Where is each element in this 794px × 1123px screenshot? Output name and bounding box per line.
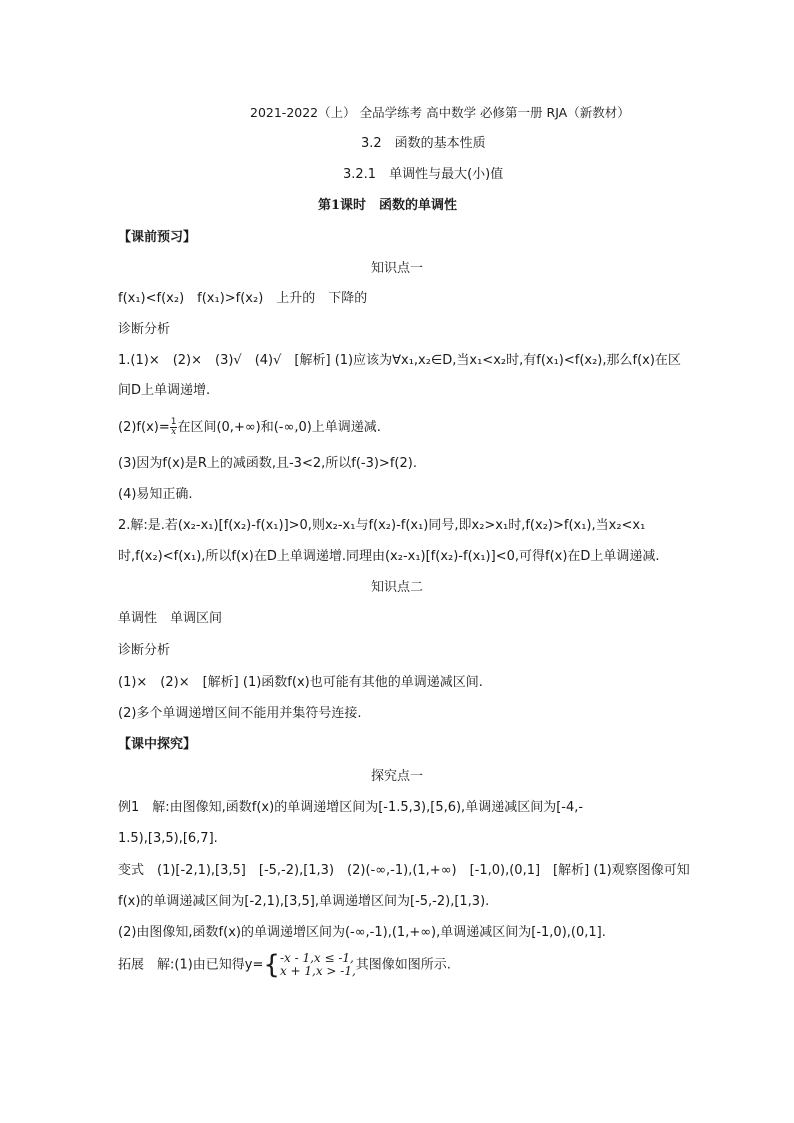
diagnosis-2-title: 诊断分析 — [118, 643, 171, 658]
left-brace: { — [263, 950, 280, 980]
variant-line-3: (2)由图像知,函数f(x)的单调递增区间为(-∞,-1),(1,+∞),单调递减区间为[-1,0),(0,1]. — [118, 925, 606, 940]
piecewise-case-2: x + 1,x > -1, — [279, 964, 356, 978]
piecewise-cases — [280, 952, 356, 978]
chapter-title: 3.2 函数的基本性质 — [361, 136, 486, 151]
variant-line-2: f(x)的单调递减区间为[-2,1),[3,5],单调递增区间为[-5,-2),[1,3). — [118, 894, 490, 909]
extension-line — [118, 952, 674, 978]
question-2-line-1: 2.解:是.若(x₂-x₁)[f(x₂)-f(x₁)]>0,则x₂-x₁与f(x₂)-f(x₁)同号,即x₂>x₁时,f(x₂)>f(x₁),当x₂<x₁ — [118, 518, 646, 533]
preview-heading: 【课前预习】 — [118, 230, 197, 245]
example-1-line-2: 1.5),[3,5),[6,7]. — [118, 831, 218, 846]
book-header: 2021-2022（上） 全品学练考 高中数学 必修第一册 RJA（新教材） — [250, 105, 630, 120]
knowledge-point-1-answer: f(x₁)<f(x₂) f(x₁)>f(x₂) 上升的 下降的 — [118, 291, 368, 306]
explore-point-1-title: 探究点一 — [370, 769, 423, 784]
question-1-line-1: 1.(1)× (2)× (3)√ (4)√ [解析] (1)应该为∀x₁,x₂∈D,当x₁<x₂时,有f(x₁)<f(x₂),那么f(x)在区 — [118, 353, 681, 368]
extension-prefix: 拓展 解:(1)由已知得y= — [118, 957, 264, 973]
diagnosis-2-item-2: (2)多个单调递增区间不能用并集符号连接. — [118, 706, 362, 721]
q1-2-suffix: 在区间(0,+∞)和(-∞,0)上单调递减. — [177, 420, 381, 435]
fraction-denominator: x — [171, 427, 177, 437]
question-1-part-2 — [118, 418, 674, 438]
piecewise-case-1: -x - 1,x ≤ -1, — [279, 951, 354, 965]
fraction-numerator: 1 — [170, 417, 177, 427]
knowledge-point-2-title: 知识点二 — [370, 580, 423, 595]
q1-2-prefix: (2)f(x)= — [118, 420, 170, 435]
extension-suffix: 其图像如图所示. — [355, 957, 451, 973]
explore-heading: 【课中探究】 — [118, 737, 197, 752]
question-2-line-2: 时,f(x₂)<f(x₁),所以f(x)在D上单调递增.同理由(x₂-x₁)[f(x₂)-f(x₁)]<0,可得f(x)在D上单调递减. — [118, 549, 660, 564]
question-1-part-3: (3)因为f(x)是R上的减函数,且-3<2,所以f(-3)>f(2). — [118, 456, 417, 471]
knowledge-point-1-title: 知识点一 — [370, 261, 423, 276]
knowledge-point-2-answer: 单调性 单调区间 — [118, 611, 223, 626]
example-1-line-1: 例1 解:由图像知,函数f(x)的单调递增区间为[-1.5,3),[5,6),单调递减区间为[-4,- — [118, 800, 584, 815]
diagnosis-1-title: 诊断分析 — [118, 322, 171, 337]
lesson-title: 第1课时 函数的单调性 — [318, 198, 458, 213]
diagnosis-2-item-1: (1)× (2)× [解析] (1)函数f(x)也可能有其他的单调递减区间. — [118, 675, 483, 690]
variant-line-1: 变式 (1)[-2,1),[3,5] [-5,-2),[1,3) (2)(-∞,-1),(1,+∞) [-1,0),(0,1] [解析] (1)观察图像可知 — [118, 863, 690, 878]
question-1-part-4: (4)易知正确. — [118, 487, 193, 502]
question-1-line-2: 间D上单调递增. — [118, 383, 211, 398]
section-title: 3.2.1 单调性与最大(小)值 — [343, 167, 504, 182]
